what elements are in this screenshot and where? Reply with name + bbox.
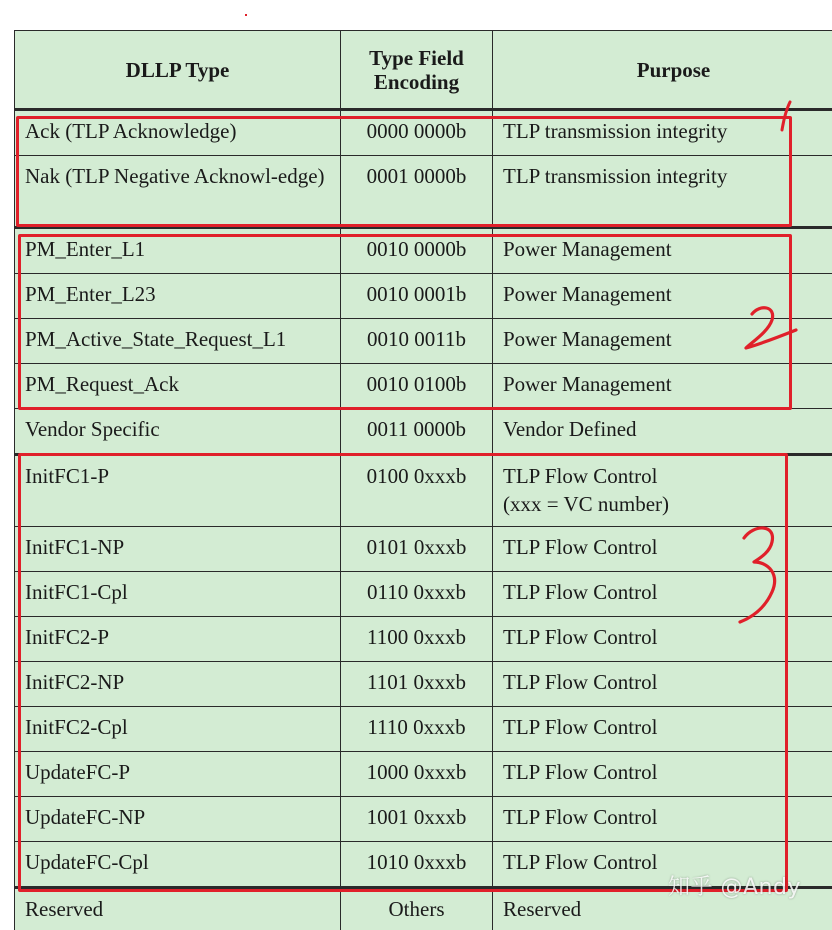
cell-dllp-type: InitFC2-Cpl — [15, 707, 341, 752]
cell-dllp-type: PM_Enter_L1 — [15, 228, 341, 274]
cell-purpose: Power Management — [493, 274, 832, 319]
table-row — [15, 662, 832, 707]
cell-encoding: 0010 0001b — [341, 274, 493, 319]
table-row — [15, 319, 832, 364]
cell-encoding: 0001 0000b — [341, 156, 493, 228]
cell-purpose-line2: (xxx = VC number) — [503, 492, 670, 516]
header-purpose: Purpose — [493, 31, 832, 110]
cell-dllp-type: InitFC1-P — [15, 455, 341, 527]
table-row — [15, 797, 832, 842]
header-type-field-encoding — [341, 31, 493, 110]
cell-purpose — [493, 455, 832, 527]
cell-dllp-type: UpdateFC-NP — [15, 797, 341, 842]
cell-purpose: TLP Flow Control — [493, 707, 832, 752]
header-dllp-type: DLLP Type — [15, 31, 341, 110]
cell-encoding: 1001 0xxxb — [341, 797, 493, 842]
cell-purpose: TLP Flow Control — [493, 527, 832, 572]
cell-purpose: TLP Flow Control — [493, 572, 832, 617]
cell-purpose: TLP transmission integrity — [493, 110, 832, 156]
cell-purpose: TLP Flow Control — [493, 842, 832, 888]
cell-dllp-type: InitFC2-NP — [15, 662, 341, 707]
dllp-type-table — [14, 30, 832, 930]
cell-purpose: TLP Flow Control — [493, 797, 832, 842]
cell-dllp-type: Nak (TLP Negative Acknowl-edge) — [15, 156, 341, 228]
cell-dllp-type: UpdateFC-P — [15, 752, 341, 797]
cell-dllp-type: PM_Request_Ack — [15, 364, 341, 409]
cell-encoding: 1110 0xxxb — [341, 707, 493, 752]
cell-encoding: 0110 0xxxb — [341, 572, 493, 617]
table-row — [15, 364, 832, 409]
cell-dllp-type: PM_Enter_L23 — [15, 274, 341, 319]
cell-purpose: Vendor Defined — [493, 409, 832, 455]
cell-encoding: Others — [341, 888, 493, 930]
cell-purpose: Power Management — [493, 228, 832, 274]
cell-dllp-type: InitFC1-NP — [15, 527, 341, 572]
header-encoding-line1: Type Field — [369, 45, 464, 70]
red-speck — [245, 14, 247, 16]
cell-encoding: 0100 0xxxb — [341, 455, 493, 527]
cell-purpose: TLP Flow Control — [493, 617, 832, 662]
cell-encoding: 0010 0000b — [341, 228, 493, 274]
cell-encoding: 1010 0xxxb — [341, 842, 493, 888]
cell-dllp-type: InitFC1-Cpl — [15, 572, 341, 617]
table-row — [15, 752, 832, 797]
table-row — [15, 707, 832, 752]
header-encoding-line2: Encoding — [373, 69, 460, 94]
cell-encoding: 1101 0xxxb — [341, 662, 493, 707]
cell-encoding: 0101 0xxxb — [341, 527, 493, 572]
watermark-text: 知乎 @Andy — [668, 875, 801, 900]
table-row — [15, 110, 832, 156]
table-row — [15, 409, 832, 455]
cell-encoding: 0010 0100b — [341, 364, 493, 409]
cell-dllp-type: Reserved — [15, 888, 341, 930]
table-header-row — [15, 31, 832, 110]
table-row — [15, 572, 832, 617]
cell-dllp-type: Ack (TLP Acknowledge) — [15, 110, 341, 156]
cell-encoding: 0010 0011b — [341, 319, 493, 364]
table-row — [15, 527, 832, 572]
cell-purpose: TLP transmission integrity — [493, 156, 832, 228]
cell-dllp-type: InitFC2-P — [15, 617, 341, 662]
cell-encoding: 1100 0xxxb — [341, 617, 493, 662]
cell-purpose: Reserved — [493, 888, 832, 930]
cell-purpose: TLP Flow Control — [493, 662, 832, 707]
cell-dllp-type: Vendor Specific — [15, 409, 341, 455]
cell-encoding: 0011 0000b — [341, 409, 493, 455]
cell-purpose-line1: TLP Flow Control — [503, 464, 658, 488]
cell-purpose: Power Management — [493, 319, 832, 364]
table-row — [15, 228, 832, 274]
cell-purpose: Power Management — [493, 364, 832, 409]
cell-dllp-type: UpdateFC-Cpl — [15, 842, 341, 888]
cell-purpose: TLP Flow Control — [493, 752, 832, 797]
cell-encoding: 1000 0xxxb — [341, 752, 493, 797]
cell-dllp-type: PM_Active_State_Request_L1 — [15, 319, 341, 364]
table-row — [15, 617, 832, 662]
table-row — [15, 274, 832, 319]
table-row — [15, 455, 832, 527]
cell-encoding: 0000 0000b — [341, 110, 493, 156]
table-row — [15, 156, 832, 228]
